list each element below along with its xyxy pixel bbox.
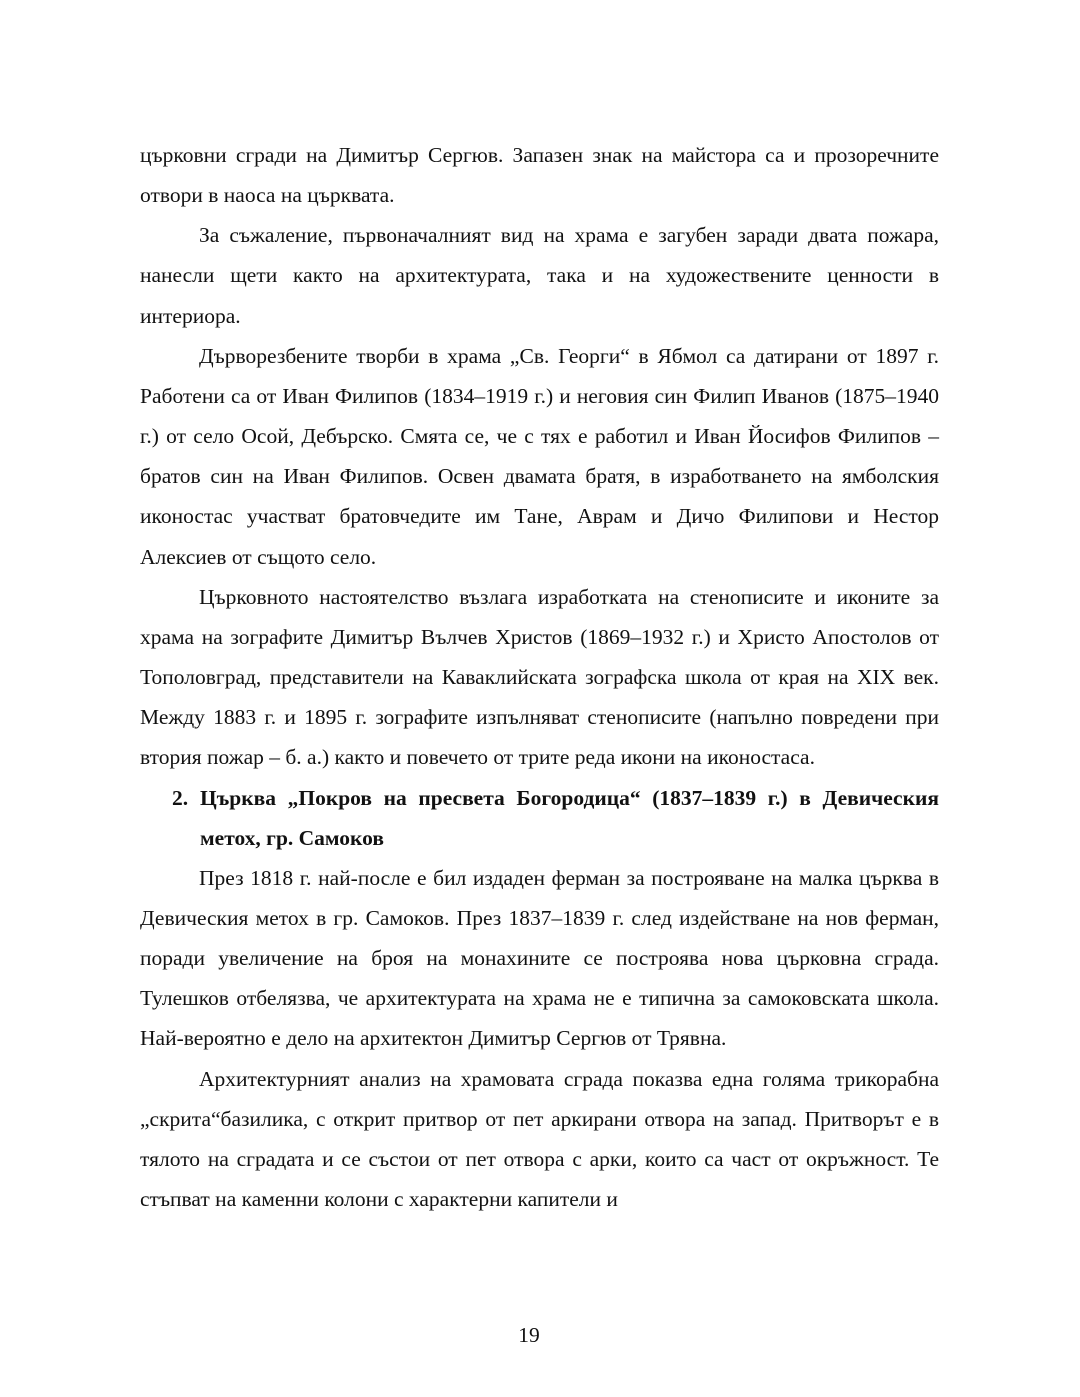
body-text: [140, 135, 939, 1219]
section-heading-text: Църква „Покров на пресвета Богородица“ (1837–1839 г.) в Девическия метох, гр. Самоков: [200, 785, 939, 850]
paragraph-history: През 1818 г. най-после е бил издаден ферман за построяване на малка църква в Девическия метох в гр. Самоков. През 1837–1839 г. след издействане на нов ферман, поради увеличение на броя на монахините се построява нова църковна сграда. Тулешков отбелязва, че архитектурата на храма не е типична за самоковската школа. Най-вероятно е дело на архитектон Димитър Сергюв от Трявна.: [140, 865, 939, 1051]
paragraph-fires: За съжаление, първоначалният вид на храма е загубен заради двата пожара, нанесли щети както на архитектурата, така и на художествените ценности в интериора.: [140, 223, 939, 328]
page-number: 19: [518, 1323, 540, 1347]
section-heading-number: 2.: [172, 785, 189, 810]
paragraph-architecture: Архитектурният анализ на храмовата сграда показва една голяма трикорабна „скрита“базилика, с открит притвор от пет аркирани отвора на запад. Притворът е в тялото на сградата и се състои от пет отвора с арки, които са част от окръжност. Те стъпват на каменни колони с характерни капители и: [140, 1066, 939, 1212]
paragraph-murals: Църковното настоятелство възлага изработката на стенописите и иконите за храма на зографите Димитър Вълчев Христов (1869–1932 г.) и Христо Апостолов от Тополовград, представители на Каваклийската зографска школа от края на XIX век. Между 1883 г. и 1895 г. зографите изпълняват стенописите (напълно повредени при втория пожар – б. а.) както и повечето от трите реда икони на иконостаса.: [140, 584, 939, 770]
paragraph-woodcarving: Дърворезбените творби в храма „Св. Георги“ в Ябмол са датирани от 1897 г. Работени са от Иван Филипов (1834–1919 г.) и неговия син Филип Иванов (1875–1940 г.) от село Осой, Дебърско. Смята се, че с тях е работил и Иван Йосифов Филипов – братов син на Иван Филипов. Освен двамата братя, в изработването на ямболския иконостас участват братовчедите им Тане, Аврам и Дичо Филипови и Нестор Алексиев от същото село.: [140, 343, 939, 569]
paragraph-continuation: църковни сгради на Димитър Сергюв. Запазен знак на майстора са и прозоречните отвори в наоса на църквата.: [140, 143, 939, 208]
section-heading: [140, 778, 939, 858]
